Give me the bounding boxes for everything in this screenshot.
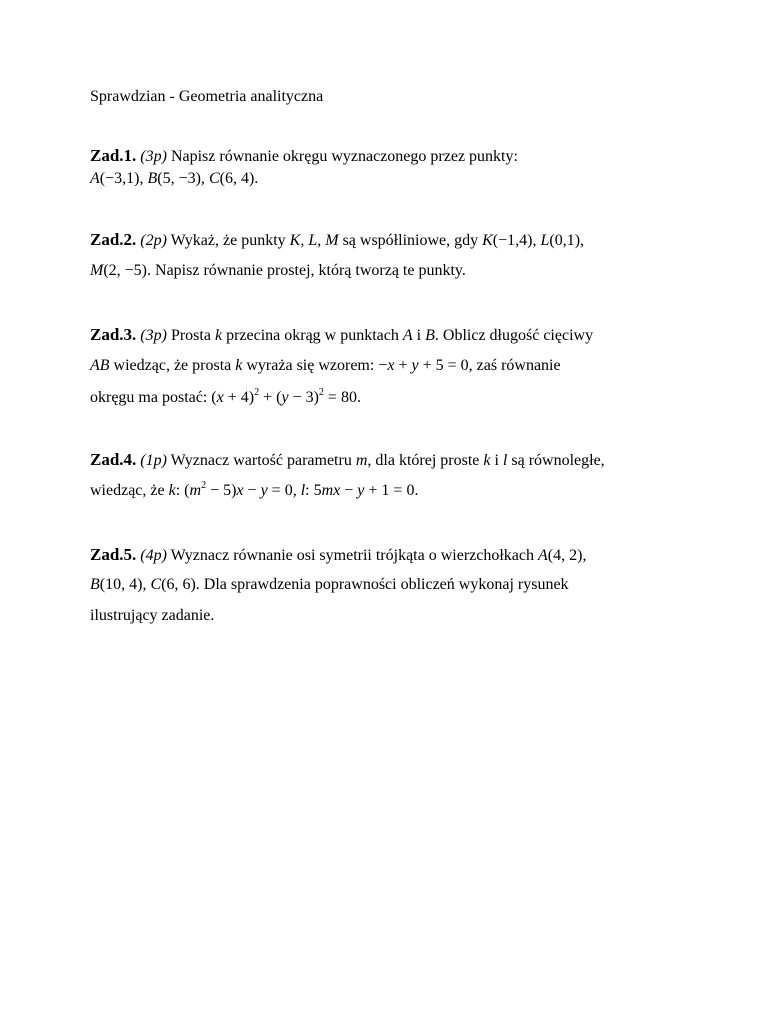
task-line: [90, 607, 214, 625]
math-symbol: l: [300, 482, 306, 499]
task-line: [90, 325, 593, 345]
task-text: ilustrujący zadanie.: [90, 607, 215, 624]
math-symbol: C: [208, 170, 220, 187]
task-text: (6, 6). Dla sprawdzenia poprawności obliczeń wykonaj rysunek: [161, 576, 569, 593]
task-line: [90, 545, 586, 565]
task-text: + 4): [223, 389, 255, 406]
math-symbol: K: [289, 232, 301, 249]
task-number: Zad.3.: [90, 325, 137, 344]
task-line: [90, 576, 569, 594]
task-number: Zad.5.: [90, 545, 137, 564]
math-symbol: A: [90, 170, 100, 187]
math-symbol: C: [150, 576, 162, 593]
task-text: (10, 4),: [99, 576, 151, 593]
math-symbol: L: [308, 232, 318, 249]
task-text: (6, 4).: [219, 170, 259, 187]
math-symbol: x: [236, 482, 244, 499]
task-text: +: [394, 357, 412, 374]
math-symbol: A: [402, 327, 413, 344]
task-number: Zad.4.: [90, 450, 137, 469]
task-text: : (: [175, 482, 190, 499]
math-symbol: AB: [90, 357, 110, 374]
task-text: , dla której proste: [367, 452, 484, 469]
task-text: + 5 = 0, zaś równanie: [418, 357, 561, 374]
task-text: wyraża się wzorem: −: [242, 357, 388, 374]
task-text: (2, −5). Napisz równanie prostej, którą tworzą te punkty.: [103, 262, 466, 279]
math-symbol: A: [538, 547, 548, 564]
math-symbol: y: [357, 482, 365, 499]
task-text: Prosta: [166, 327, 215, 344]
task-text: są równoległe,: [507, 452, 605, 469]
math-symbol: B: [147, 170, 158, 187]
math-symbol: y: [260, 482, 268, 499]
task-points: (1p): [140, 452, 167, 469]
task-text: są współliniowe, gdy: [338, 232, 483, 249]
math-symbol: B: [90, 576, 100, 593]
task-text: −: [340, 482, 358, 499]
task-text: (4, 2),: [547, 547, 587, 564]
task-text: + 1 = 0.: [364, 482, 419, 499]
math-symbol: K: [482, 232, 493, 249]
exponent: 2: [318, 387, 324, 398]
math-symbol: mx: [321, 482, 341, 499]
task-text: −: [243, 482, 261, 499]
math-symbol: k: [168, 482, 176, 499]
task-number: Zad.2.: [90, 230, 137, 249]
task-text: − 3): [288, 389, 319, 406]
task-points: (2p): [140, 232, 167, 249]
task-line: [90, 262, 466, 280]
math-symbol: x: [216, 389, 224, 406]
math-symbol: M: [325, 232, 339, 249]
math-symbol: k: [214, 327, 223, 344]
task-text: wiedząc, że: [90, 482, 169, 499]
task-points: (3p): [140, 327, 167, 344]
task-text: okręgu ma postać: (: [90, 389, 217, 406]
math-symbol: k: [483, 452, 491, 469]
math-symbol: y: [281, 389, 289, 406]
math-symbol: y: [411, 357, 419, 374]
document-page: [90, 86, 690, 108]
task-text: ,: [317, 232, 326, 249]
math-symbol: M: [90, 262, 104, 279]
math-symbol: l: [502, 452, 508, 469]
task-text: Wyznacz równanie osi symetrii trójkąta o wierzchołkach: [166, 547, 538, 564]
task-text: Wykaż, że punkty: [166, 232, 290, 249]
task-text: i: [490, 452, 503, 469]
task-text: (5, −3),: [157, 170, 209, 187]
document-title: Sprawdzian - Geometria analityczna: [90, 88, 324, 105]
task-text: . Oblicz długość cięciwy: [434, 327, 594, 344]
task-text: − 5): [206, 482, 237, 499]
task-line: [90, 170, 258, 188]
task-text: Wyznacz wartość parametru: [166, 452, 356, 469]
task-line: [90, 450, 605, 470]
task-text: = 0,: [267, 482, 301, 499]
task-text: : 5: [305, 482, 322, 499]
math-symbol: k: [235, 357, 243, 374]
task-text: + (: [259, 389, 282, 406]
math-symbol: x: [387, 357, 395, 374]
exponent: 2: [254, 387, 260, 398]
task-text: przecina okrąg w punktach: [222, 327, 403, 344]
math-symbol: L: [540, 232, 550, 249]
math-symbol: m: [355, 452, 368, 469]
task-text: (−1,4),: [492, 232, 541, 249]
task-line: [90, 357, 561, 375]
task-text: (0,1),: [549, 232, 585, 249]
math-symbol: B: [425, 327, 435, 344]
task-text: = 80.: [323, 389, 361, 406]
task-points: (4p): [140, 547, 167, 564]
task-line: [90, 230, 584, 250]
task-text: Napisz równanie okręgu wyznaczonego przez punkty:: [166, 148, 518, 165]
task-line: [90, 482, 418, 500]
task-text: wiedząc, że prosta: [109, 357, 236, 374]
task-text: (−3,1),: [99, 170, 148, 187]
task-line: [90, 146, 518, 166]
task-number: Zad.1.: [90, 146, 137, 165]
task-points: (3p): [140, 148, 167, 165]
math-symbol: m: [189, 482, 202, 499]
task-text: ,: [300, 232, 309, 249]
task-line: [90, 389, 361, 407]
exponent: 2: [201, 480, 207, 491]
task-text: i: [412, 327, 426, 344]
